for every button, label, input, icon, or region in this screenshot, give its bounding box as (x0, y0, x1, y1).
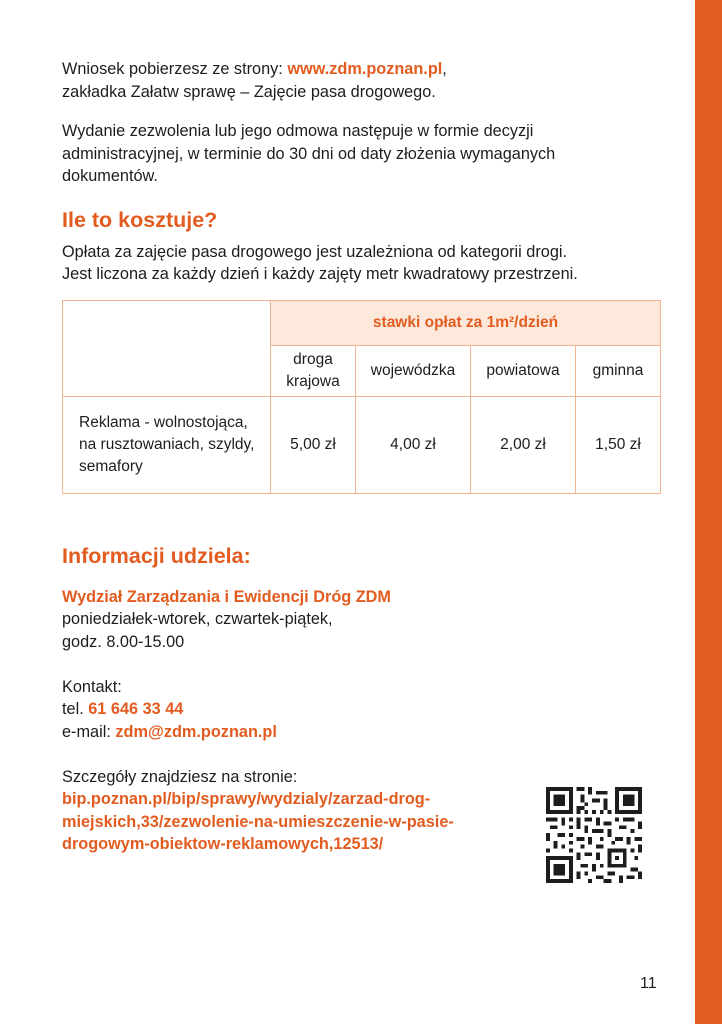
rate-krajowa: 5,00 zł (271, 396, 356, 493)
page-content (62, 58, 662, 856)
column-header-krajowa: droga krajowa (271, 345, 356, 396)
page-number: 11 (640, 975, 657, 992)
table-empty-corner (63, 300, 271, 396)
cost-line-1: Opłata za zajęcie pasa drogowego jest uzależniona od kategorii drogi. (62, 242, 568, 261)
email-link[interactable]: zdm@zdm.poznan.pl (115, 722, 277, 741)
office-block (62, 586, 662, 654)
apply-comma: , (442, 60, 447, 78)
details-label: Szczegóły znajdziesz na stronie: (62, 767, 298, 786)
side-accent-bar (695, 0, 722, 1024)
qr-code-image[interactable] (546, 787, 642, 883)
office-hours-days: poniedziałek-wtorek, czwartek-piątek, (62, 610, 333, 628)
details-link-line-3[interactable]: drogowym-obiektow-reklamowych,12513/ (62, 835, 384, 853)
apply-line-2: zakładka Załatw sprawę – Zajęcie pasa drogowego. (62, 82, 436, 101)
fee-table (62, 300, 661, 494)
decision-line-2: administracyjnej, w terminie do 30 dni od daty złożenia wymaganych (62, 144, 556, 163)
tel-label: tel. (62, 700, 89, 718)
info-heading: Informacji udziela: (62, 543, 251, 568)
phone-number-link[interactable]: 61 646 33 44 (88, 700, 184, 718)
rate-powiatowa: 2,00 zł (471, 396, 576, 493)
column-header-gminna: gminna (576, 345, 661, 396)
decision-line-1: Wydanie zezwolenia lub jego odmowa następuje w formie decyzji (62, 122, 534, 140)
decision-paragraph (62, 120, 662, 188)
email-label: e-mail: (62, 722, 116, 741)
column-header-powiatowa: powiatowa (471, 345, 576, 396)
column-header-wojewodzka: wojewódzka (356, 345, 471, 396)
rate-wojewodzka: 4,00 zł (356, 396, 471, 493)
details-link-line-2[interactable]: miejskich,33/zezwolenie-na-umieszczenie-w-pasie- (62, 812, 454, 831)
decision-line-3: dokumentów. (62, 167, 158, 185)
cost-line-2: Jest liczona za każdy dzień i każdy zajęty metr kwadratowy przestrzeni. (62, 265, 578, 283)
zdm-website-link[interactable]: www.zdm.poznan.pl (287, 60, 443, 78)
cost-heading: Ile to kosztuje? (62, 207, 218, 232)
office-name: Wydział Zarządzania i Ewidencji Dróg ZDM (62, 587, 391, 606)
office-hours-time: godz. 8.00-15.00 (62, 632, 185, 651)
contact-block (62, 676, 662, 744)
table-row (63, 396, 661, 493)
contact-label: Kontakt: (62, 677, 122, 696)
rates-group-header: stawki opłat za 1m²/dzień (271, 300, 661, 345)
apply-paragraph (62, 58, 662, 103)
details-link-line-1[interactable]: bip.poznan.pl/bip/sprawy/wydzialy/zarzad-drog- (62, 790, 431, 808)
rate-gminna: 1,50 zł (576, 396, 661, 493)
cost-paragraph (62, 241, 662, 286)
apply-text: Wniosek pobierzesz ze strony: (62, 60, 288, 78)
row-label-advertising: Reklama - wolnostojąca, na rusztowaniach, szyldy, semafory (63, 396, 271, 493)
